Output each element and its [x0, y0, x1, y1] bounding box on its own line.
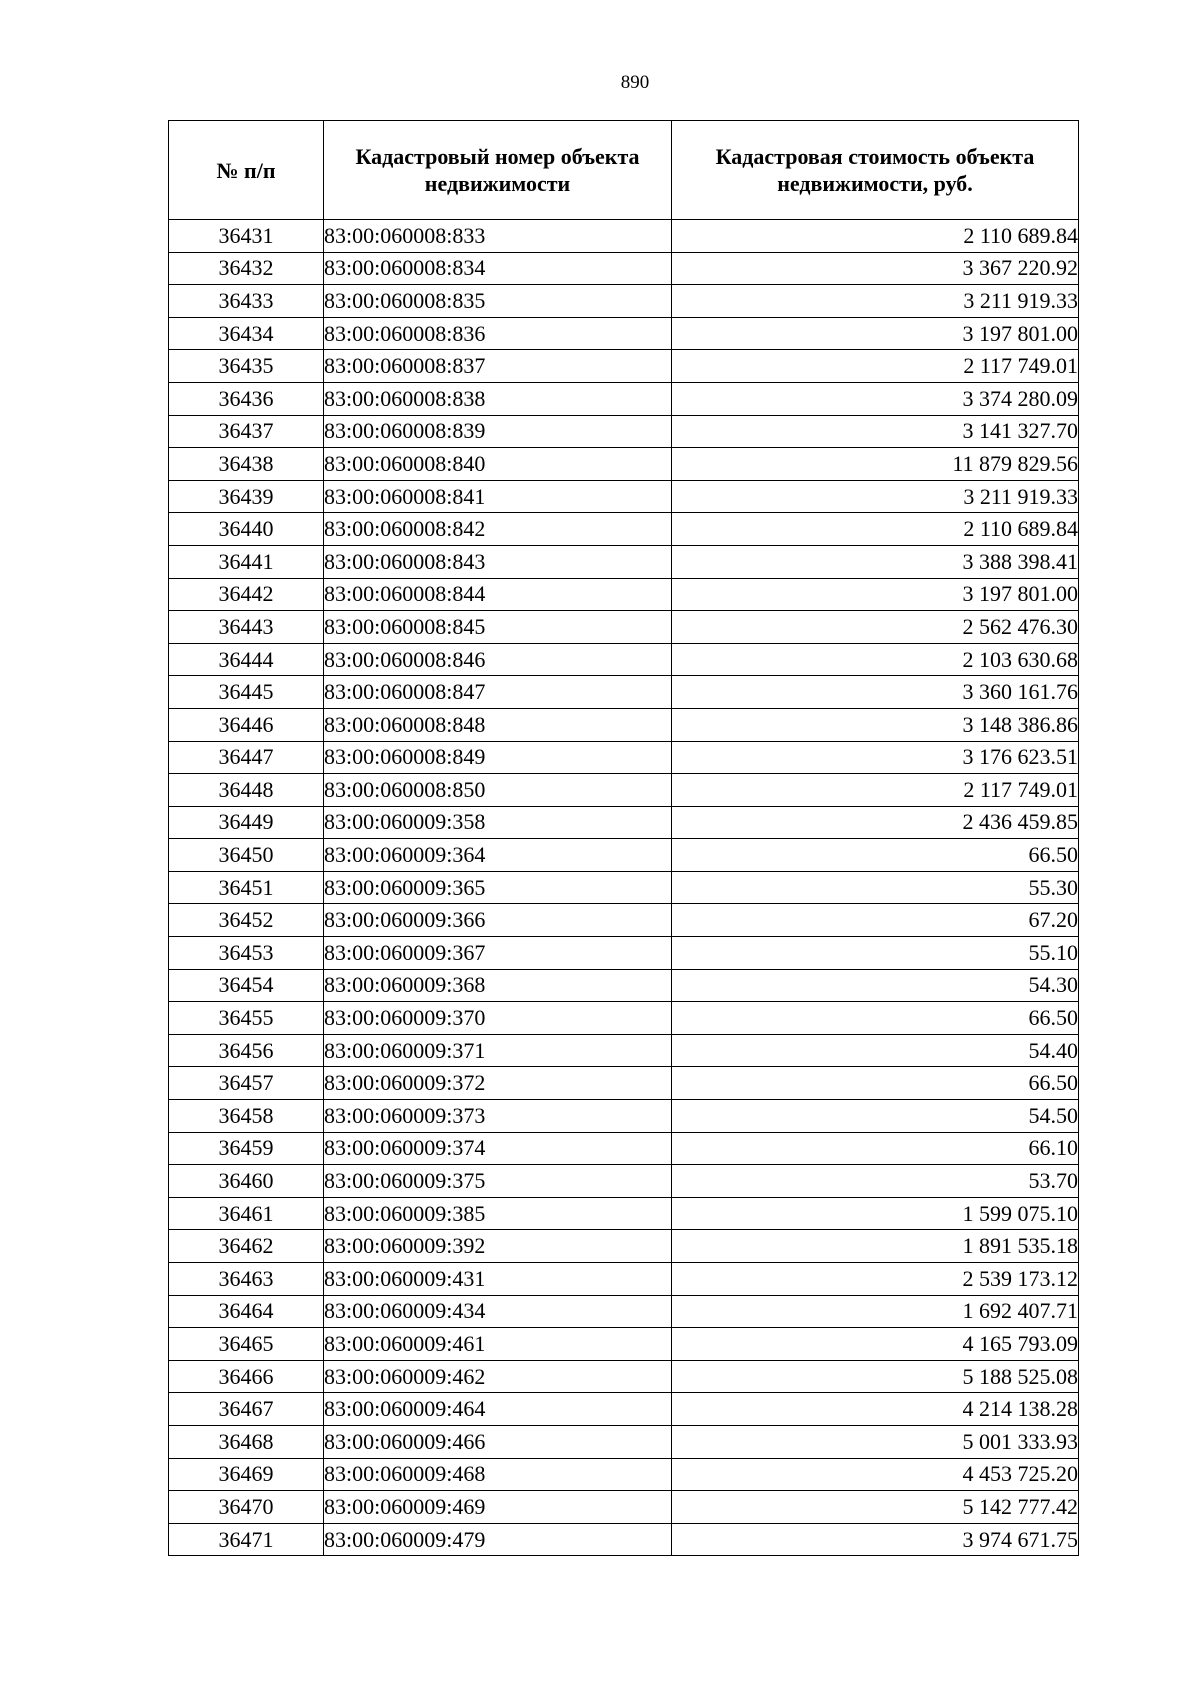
cadastral-number-cell: 83:00:060008:837 — [324, 350, 672, 383]
cadastral-number-cell: 83:00:060008:847 — [324, 676, 672, 709]
cadastral-number-cell: 83:00:060009:372 — [324, 1067, 672, 1100]
row-number-cell: 36471 — [169, 1523, 324, 1556]
table-row — [169, 1197, 1079, 1230]
row-number-cell: 36451 — [169, 871, 324, 904]
row-number-cell: 36457 — [169, 1067, 324, 1100]
cadastral-value-cell: 3 388 398.41 — [672, 545, 1079, 578]
table-row — [169, 1067, 1079, 1100]
cadastral-value-cell: 54.30 — [672, 969, 1079, 1002]
table-row — [169, 1393, 1079, 1426]
row-number-cell: 36463 — [169, 1263, 324, 1296]
cadastral-number-cell: 83:00:060008:848 — [324, 708, 672, 741]
table-row — [169, 741, 1079, 774]
cadastral-value-cell: 3 148 386.86 — [672, 708, 1079, 741]
cadastral-number-cell: 83:00:060009:461 — [324, 1328, 672, 1361]
table-row — [169, 1491, 1079, 1524]
table-row — [169, 252, 1079, 285]
row-number-cell: 36452 — [169, 904, 324, 937]
table-row — [169, 839, 1079, 872]
cadastral-number-cell: 83:00:060008:834 — [324, 252, 672, 285]
cadastral-value-cell: 2 110 689.84 — [672, 220, 1079, 253]
row-number-cell: 36435 — [169, 350, 324, 383]
cadastral-value-cell: 5 001 333.93 — [672, 1425, 1079, 1458]
cadastral-value-cell: 3 974 671.75 — [672, 1523, 1079, 1556]
cadastral-value-cell: 3 211 919.33 — [672, 285, 1079, 318]
cadastral-value-cell: 2 103 630.68 — [672, 643, 1079, 676]
cadastral-value-cell: 4 214 138.28 — [672, 1393, 1079, 1426]
row-number-cell: 36458 — [169, 1100, 324, 1133]
row-number-cell: 36449 — [169, 806, 324, 839]
cadastral-number-cell: 83:00:060008:839 — [324, 415, 672, 448]
cadastral-number-cell: 83:00:060009:479 — [324, 1523, 672, 1556]
cadastral-value-cell: 66.10 — [672, 1132, 1079, 1165]
row-number-cell: 36436 — [169, 382, 324, 415]
table-row — [169, 1328, 1079, 1361]
cadastral-number-cell: 83:00:060008:838 — [324, 382, 672, 415]
cadastral-value-cell: 1 599 075.10 — [672, 1197, 1079, 1230]
cadastral-number-cell: 83:00:060009:358 — [324, 806, 672, 839]
table-row — [169, 545, 1079, 578]
row-number-cell: 36462 — [169, 1230, 324, 1263]
row-number-cell: 36459 — [169, 1132, 324, 1165]
row-number-cell: 36466 — [169, 1360, 324, 1393]
row-number-cell: 36431 — [169, 220, 324, 253]
row-number-cell: 36440 — [169, 513, 324, 546]
row-number-cell: 36441 — [169, 545, 324, 578]
cadastral-value-cell: 4 453 725.20 — [672, 1458, 1079, 1491]
table-row — [169, 578, 1079, 611]
row-number-cell: 36467 — [169, 1393, 324, 1426]
table-row — [169, 1230, 1079, 1263]
cadastral-number-cell: 83:00:060009:462 — [324, 1360, 672, 1393]
table-row — [169, 904, 1079, 937]
cadastral-value-cell: 5 188 525.08 — [672, 1360, 1079, 1393]
header-cadastral-number: Кадастровый номер объекта недвижимости — [324, 121, 672, 220]
cadastral-value-cell: 66.50 — [672, 839, 1079, 872]
cadastral-number-cell: 83:00:060008:850 — [324, 774, 672, 807]
row-number-cell: 36442 — [169, 578, 324, 611]
cadastral-number-cell: 83:00:060008:843 — [324, 545, 672, 578]
table-row — [169, 285, 1079, 318]
row-number-cell: 36434 — [169, 317, 324, 350]
cadastral-number-cell: 83:00:060008:833 — [324, 220, 672, 253]
row-number-cell: 36443 — [169, 611, 324, 644]
row-number-cell: 36437 — [169, 415, 324, 448]
row-number-cell: 36438 — [169, 448, 324, 481]
table-row — [169, 871, 1079, 904]
table-header-row — [169, 121, 1079, 220]
row-number-cell: 36444 — [169, 643, 324, 676]
cadastral-number-cell: 83:00:060009:371 — [324, 1034, 672, 1067]
cadastral-number-cell: 83:00:060008:846 — [324, 643, 672, 676]
row-number-cell: 36447 — [169, 741, 324, 774]
cadastral-number-cell: 83:00:060008:835 — [324, 285, 672, 318]
cadastral-value-cell: 67.20 — [672, 904, 1079, 937]
table-row — [169, 1034, 1079, 1067]
cadastral-number-cell: 83:00:060009:374 — [324, 1132, 672, 1165]
cadastral-table — [168, 120, 1079, 1556]
table-row — [169, 1165, 1079, 1198]
cadastral-value-cell: 3 197 801.00 — [672, 578, 1079, 611]
cadastral-number-cell: 83:00:060008:841 — [324, 480, 672, 513]
table-body — [169, 220, 1079, 1556]
row-number-cell: 36464 — [169, 1295, 324, 1328]
row-number-cell: 36446 — [169, 708, 324, 741]
table-row — [169, 317, 1079, 350]
cadastral-number-cell: 83:00:060009:370 — [324, 1002, 672, 1035]
cadastral-value-cell: 3 374 280.09 — [672, 382, 1079, 415]
cadastral-value-cell: 3 367 220.92 — [672, 252, 1079, 285]
table-row — [169, 382, 1079, 415]
cadastral-value-cell: 5 142 777.42 — [672, 1491, 1079, 1524]
table-row — [169, 937, 1079, 970]
table-row — [169, 513, 1079, 546]
cadastral-number-cell: 83:00:060009:373 — [324, 1100, 672, 1133]
cadastral-number-cell: 83:00:060009:392 — [324, 1230, 672, 1263]
cadastral-value-cell: 3 360 161.76 — [672, 676, 1079, 709]
cadastral-value-cell: 54.50 — [672, 1100, 1079, 1133]
cadastral-value-cell: 3 211 919.33 — [672, 480, 1079, 513]
cadastral-value-cell: 54.40 — [672, 1034, 1079, 1067]
row-number-cell: 36454 — [169, 969, 324, 1002]
cadastral-number-cell: 83:00:060009:434 — [324, 1295, 672, 1328]
table-row — [169, 643, 1079, 676]
table-row — [169, 220, 1079, 253]
cadastral-number-cell: 83:00:060009:364 — [324, 839, 672, 872]
cadastral-value-cell: 2 110 689.84 — [672, 513, 1079, 546]
row-number-cell: 36455 — [169, 1002, 324, 1035]
cadastral-value-cell: 66.50 — [672, 1067, 1079, 1100]
row-number-cell: 36468 — [169, 1425, 324, 1458]
cadastral-number-cell: 83:00:060008:844 — [324, 578, 672, 611]
cadastral-number-cell: 83:00:060008:842 — [324, 513, 672, 546]
row-number-cell: 36439 — [169, 480, 324, 513]
cadastral-number-cell: 83:00:060009:431 — [324, 1263, 672, 1296]
page-number: 890 — [620, 72, 650, 93]
table-row — [169, 350, 1079, 383]
table-row — [169, 806, 1079, 839]
cadastral-number-cell: 83:00:060009:466 — [324, 1425, 672, 1458]
table-row — [169, 1295, 1079, 1328]
table-row — [169, 1360, 1079, 1393]
cadastral-value-cell: 2 436 459.85 — [672, 806, 1079, 839]
cadastral-number-cell: 83:00:060009:385 — [324, 1197, 672, 1230]
header-cadastral-value: Кадастровая стоимость объекта недвижимости, руб. — [672, 121, 1079, 220]
cadastral-number-cell: 83:00:060009:468 — [324, 1458, 672, 1491]
cadastral-value-cell: 3 141 327.70 — [672, 415, 1079, 448]
cadastral-value-cell: 66.50 — [672, 1002, 1079, 1035]
row-number-cell: 36469 — [169, 1458, 324, 1491]
row-number-cell: 36453 — [169, 937, 324, 970]
cadastral-number-cell: 83:00:060009:368 — [324, 969, 672, 1002]
cadastral-value-cell: 55.10 — [672, 937, 1079, 970]
cadastral-number-cell: 83:00:060008:840 — [324, 448, 672, 481]
cadastral-value-cell: 53.70 — [672, 1165, 1079, 1198]
table-row — [169, 1523, 1079, 1556]
cadastral-number-cell: 83:00:060008:849 — [324, 741, 672, 774]
row-number-cell: 36433 — [169, 285, 324, 318]
cadastral-value-cell: 3 197 801.00 — [672, 317, 1079, 350]
cadastral-value-cell: 1 891 535.18 — [672, 1230, 1079, 1263]
cadastral-value-cell: 3 176 623.51 — [672, 741, 1079, 774]
table-row — [169, 448, 1079, 481]
table-row — [169, 969, 1079, 1002]
cadastral-value-cell: 11 879 829.56 — [672, 448, 1079, 481]
table-row — [169, 774, 1079, 807]
row-number-cell: 36445 — [169, 676, 324, 709]
cadastral-number-cell: 83:00:060009:367 — [324, 937, 672, 970]
cadastral-value-cell: 2 117 749.01 — [672, 774, 1079, 807]
header-num: № п/п — [169, 121, 324, 220]
table-row — [169, 611, 1079, 644]
table-row — [169, 1132, 1079, 1165]
row-number-cell: 36450 — [169, 839, 324, 872]
cadastral-number-cell: 83:00:060009:375 — [324, 1165, 672, 1198]
row-number-cell: 36461 — [169, 1197, 324, 1230]
cadastral-value-cell: 4 165 793.09 — [672, 1328, 1079, 1361]
cadastral-number-cell: 83:00:060009:469 — [324, 1491, 672, 1524]
cadastral-value-cell: 2 117 749.01 — [672, 350, 1079, 383]
cadastral-number-cell: 83:00:060009:365 — [324, 871, 672, 904]
cadastral-value-cell: 55.30 — [672, 871, 1079, 904]
row-number-cell: 36465 — [169, 1328, 324, 1361]
table-row — [169, 1458, 1079, 1491]
row-number-cell: 36470 — [169, 1491, 324, 1524]
table-row — [169, 415, 1079, 448]
table-row — [169, 1100, 1079, 1133]
table-row — [169, 1002, 1079, 1035]
table-row — [169, 708, 1079, 741]
cadastral-number-cell: 83:00:060008:845 — [324, 611, 672, 644]
cadastral-value-cell: 2 562 476.30 — [672, 611, 1079, 644]
row-number-cell: 36456 — [169, 1034, 324, 1067]
cadastral-value-cell: 1 692 407.71 — [672, 1295, 1079, 1328]
cadastral-number-cell: 83:00:060009:464 — [324, 1393, 672, 1426]
table-row — [169, 480, 1079, 513]
table-row — [169, 1263, 1079, 1296]
table-row — [169, 676, 1079, 709]
table-row — [169, 1425, 1079, 1458]
row-number-cell: 36460 — [169, 1165, 324, 1198]
cadastral-value-cell: 2 539 173.12 — [672, 1263, 1079, 1296]
cadastral-number-cell: 83:00:060009:366 — [324, 904, 672, 937]
cadastral-number-cell: 83:00:060008:836 — [324, 317, 672, 350]
row-number-cell: 36432 — [169, 252, 324, 285]
row-number-cell: 36448 — [169, 774, 324, 807]
